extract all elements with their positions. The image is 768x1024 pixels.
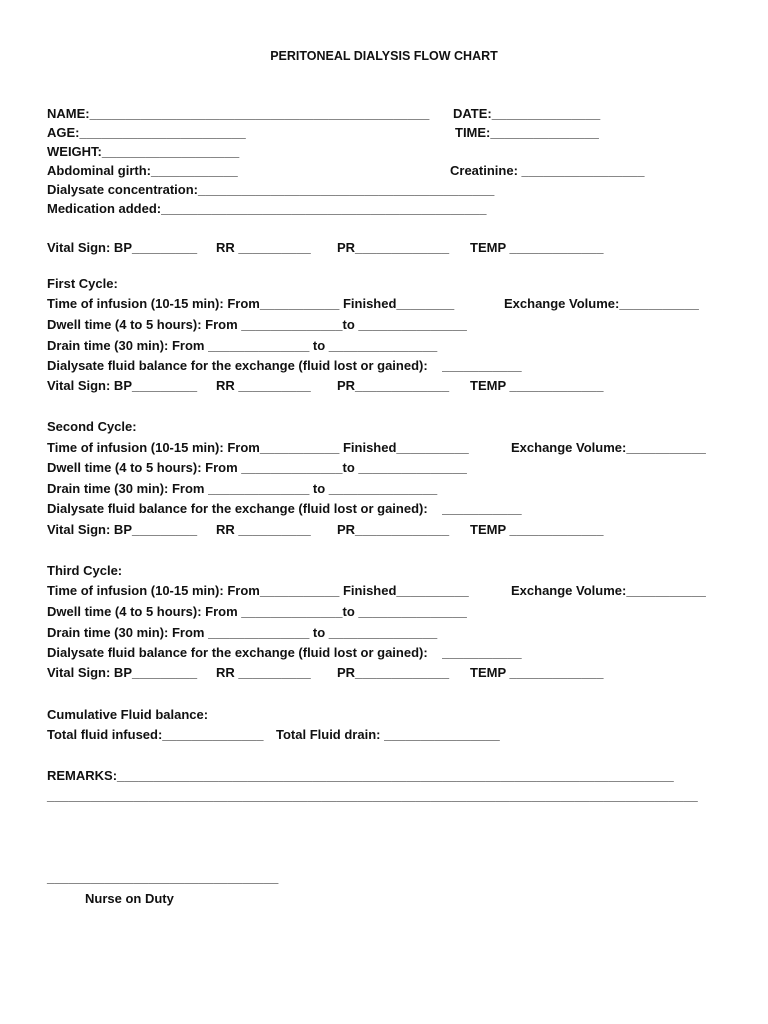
infusion-time-field[interactable]: Time of infusion (10-15 min): From___________ Finished________ (47, 296, 455, 311)
remarks-continuation[interactable]: __________________________________________________________________________________________ (47, 788, 698, 803)
dialysate-concentration-field[interactable]: Dialysate concentration:_________________________________________ (47, 182, 495, 197)
vital-sign-pr[interactable]: PR_____________ (337, 522, 450, 537)
page-title: PERITONEAL DIALYSIS FLOW CHART (270, 49, 498, 63)
vital-sign-pr[interactable]: PR_____________ (337, 378, 450, 393)
vital-sign-temp[interactable]: TEMP _____________ (470, 240, 604, 255)
total-fluid-drain-field[interactable]: Total Fluid drain: ________________ (276, 727, 500, 742)
age-field[interactable]: AGE:_______________________ (47, 125, 246, 140)
exchange-volume-field[interactable]: Exchange Volume:___________ (511, 440, 706, 455)
vital-sign-bp[interactable]: Vital Sign: BP_________ (47, 522, 198, 537)
vital-sign-rr[interactable]: RR __________ (216, 240, 311, 255)
name-field[interactable]: NAME:_______________________________________________ (47, 106, 430, 121)
exchange-volume-field[interactable]: Exchange Volume:___________ (511, 583, 706, 598)
signature-line[interactable]: ________________________________ (47, 870, 279, 885)
vital-sign-bp[interactable]: Vital Sign: BP_________ (47, 240, 198, 255)
remarks-field[interactable]: REMARKS:_____________________________________________________________________________ (47, 768, 674, 783)
creatinine-field[interactable]: Creatinine: _________________ (450, 163, 645, 178)
fluid-balance-field[interactable]: Dialysate fluid balance for the exchange (fluid lost or gained): ___________ (47, 501, 522, 516)
exchange-volume-field[interactable]: Exchange Volume:___________ (504, 296, 699, 311)
drain-time-field[interactable]: Drain time (30 min): From ______________ to _______________ (47, 625, 438, 640)
drain-time-field[interactable]: Drain time (30 min): From ______________ to _______________ (47, 338, 438, 353)
weight-field[interactable]: WEIGHT:___________________ (47, 144, 240, 159)
vital-sign-bp[interactable]: Vital Sign: BP_________ (47, 378, 198, 393)
vital-sign-temp[interactable]: TEMP _____________ (470, 665, 604, 680)
vital-sign-bp[interactable]: Vital Sign: BP_________ (47, 665, 198, 680)
vital-sign-rr[interactable]: RR __________ (216, 665, 311, 680)
infusion-time-field[interactable]: Time of infusion (10-15 min): From___________ Finished__________ (47, 583, 469, 598)
total-fluid-infused-field[interactable]: Total fluid infused:______________ (47, 727, 264, 742)
date-field[interactable]: DATE:_______________ (453, 106, 601, 121)
cycle-heading: Second Cycle: (47, 419, 137, 434)
vital-sign-temp[interactable]: TEMP _____________ (470, 522, 604, 537)
medication-added-field[interactable]: Medication added:_____________________________________________ (47, 201, 487, 216)
infusion-time-field[interactable]: Time of infusion (10-15 min): From___________ Finished__________ (47, 440, 469, 455)
vital-sign-rr[interactable]: RR __________ (216, 522, 311, 537)
drain-time-field[interactable]: Drain time (30 min): From ______________ to _______________ (47, 481, 438, 496)
time-field[interactable]: TIME:_______________ (455, 125, 599, 140)
vital-sign-pr[interactable]: PR_____________ (337, 665, 450, 680)
cycle-heading: First Cycle: (47, 276, 118, 291)
cycle-heading: Third Cycle: (47, 563, 123, 578)
dwell-time-field[interactable]: Dwell time (4 to 5 hours): From ______________to _______________ (47, 317, 467, 332)
fluid-balance-field[interactable]: Dialysate fluid balance for the exchange (fluid lost or gained): ___________ (47, 645, 522, 660)
vital-sign-pr[interactable]: PR_____________ (337, 240, 450, 255)
vital-sign-temp[interactable]: TEMP _____________ (470, 378, 604, 393)
abdominal-girth-field[interactable]: Abdominal girth:____________ (47, 163, 238, 178)
cumulative-heading: Cumulative Fluid balance: (47, 707, 209, 722)
fluid-balance-field[interactable]: Dialysate fluid balance for the exchange (fluid lost or gained): ___________ (47, 358, 522, 373)
signature-caption: Nurse on Duty (85, 891, 174, 906)
vital-sign-rr[interactable]: RR __________ (216, 378, 311, 393)
dwell-time-field[interactable]: Dwell time (4 to 5 hours): From ______________to _______________ (47, 604, 467, 619)
dwell-time-field[interactable]: Dwell time (4 to 5 hours): From ______________to _______________ (47, 460, 467, 475)
